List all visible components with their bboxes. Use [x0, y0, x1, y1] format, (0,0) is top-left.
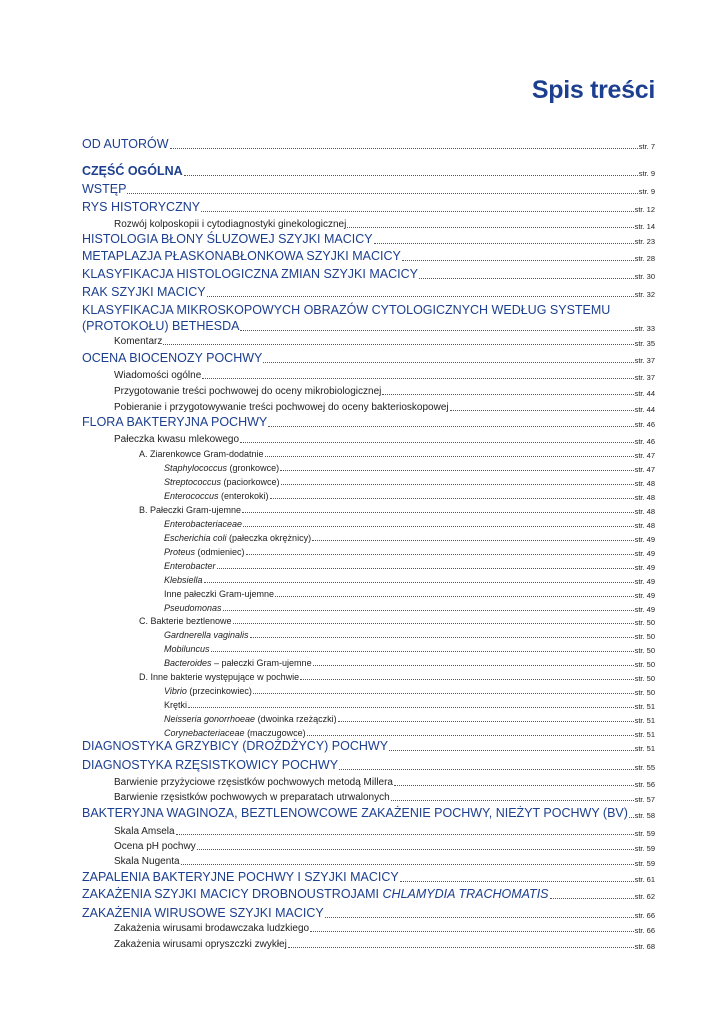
toc-entry[interactable] [82, 138, 655, 151]
toc-page-number: str. 7 [638, 142, 655, 151]
toc-leader-dots [223, 610, 634, 611]
toc-leader-dots [307, 735, 634, 736]
toc-entry[interactable] [164, 715, 655, 724]
toc-page-number: str. 50 [634, 673, 655, 683]
toc-leader-dots [233, 623, 634, 624]
toc-page-number: str. 59 [634, 828, 655, 838]
toc-entry-italic-term: Corynebacteriaceae [164, 728, 245, 738]
toc-page-number: str. 46 [634, 420, 655, 429]
toc-entry-italic-term: Enterococcus [164, 491, 219, 501]
toc-entry-segment: Komentarz [114, 336, 163, 347]
toc-entry-segment: Pobieranie i przygotowywanie treści pochwowej do oceny bakterioskopowej [114, 402, 449, 413]
toc-leader-dots [176, 834, 634, 835]
toc-entry[interactable] [114, 778, 655, 788]
toc-leader-dots [250, 637, 634, 638]
toc-page-number: str. 49 [634, 562, 655, 572]
toc-entry-italic-term: Escherichia coli [164, 533, 227, 543]
toc-entry[interactable] [139, 617, 655, 626]
toc-entry-text [139, 673, 299, 682]
toc-entry-segment: (pałeczka okrężnicy) [226, 533, 312, 543]
toc-entry-text [164, 534, 311, 543]
toc-entry-italic-term: Pseudomonas [164, 603, 222, 613]
toc-entry-text [164, 631, 249, 640]
toc-entry[interactable] [164, 464, 655, 473]
toc-page-number: str. 50 [634, 645, 655, 655]
toc-entry[interactable] [82, 907, 655, 920]
toc-page-number: str. 28 [634, 254, 655, 263]
toc-leader-dots [400, 881, 634, 882]
toc-entry-segment: DIAGNOSTYKA GRZYBICY (DROŻDŻYCY) POCHWY [82, 739, 389, 753]
toc-entry-text [82, 416, 267, 429]
toc-entry-text [82, 201, 200, 214]
toc-leader-dots [253, 693, 634, 694]
toc-entry[interactable] [82, 320, 655, 333]
toc-leader-dots [268, 426, 633, 427]
toc-leader-dots [184, 175, 638, 176]
toc-leader-dots [347, 227, 633, 228]
toc-entry-text [82, 807, 628, 820]
toc-leader-dots [389, 750, 634, 751]
toc-entry[interactable] [82, 888, 655, 901]
toc-leader-dots [313, 665, 634, 666]
toc-entry-segment: Ocena pH pochwy [114, 841, 196, 852]
toc-entry-segment: METAPLAZJA PŁASKONABŁONKOWA SZYJKI MACICY [82, 249, 401, 263]
toc-entry-text [82, 907, 324, 920]
toc-leader-dots [374, 243, 634, 244]
toc-entry-text [139, 450, 264, 459]
toc-entry-text [164, 576, 203, 585]
toc-page-number: str. 49 [634, 576, 655, 586]
toc-entry-italic-term: Mobiluncus [164, 644, 210, 654]
toc-entry-text [114, 924, 309, 934]
toc-page-number: str. 62 [634, 892, 655, 901]
toc-entry-text [114, 857, 180, 867]
toc-entry-text [164, 492, 269, 501]
toc-page-number: str. 9 [638, 169, 655, 178]
toc-page-number: str. 59 [634, 843, 655, 853]
toc-leader-dots [281, 484, 634, 485]
toc-entry-segment: – pałeczki Gram-ujemne [211, 658, 312, 668]
toc-entry-segment: A. Ziarenkowce Gram-dodatnie [139, 449, 264, 459]
toc-leader-dots [188, 707, 634, 708]
toc-page-number: str. 44 [634, 404, 655, 414]
toc-leader-dots [201, 211, 633, 212]
toc-entry[interactable] [164, 492, 655, 501]
toc-leader-dots [339, 769, 634, 770]
toc-leader-dots [391, 800, 634, 801]
toc-entry-segment: WSTĘP [82, 182, 127, 196]
toc-entry[interactable] [82, 268, 655, 281]
toc-leader-dots [629, 817, 634, 818]
toc-page-number: str. 50 [634, 631, 655, 641]
toc-entry[interactable] [114, 387, 655, 397]
toc-entry-text [164, 659, 312, 668]
toc-entry-segment: ZAPALENIA BAKTERYJNE POCHWY I SZYJKI MACICY [82, 870, 399, 884]
toc-entry-text [164, 604, 222, 613]
toc-entry-segment: Inne pałeczki Gram-ujemne [164, 589, 275, 599]
toc-entry[interactable] [164, 729, 655, 738]
toc-entry-text [114, 371, 201, 381]
toc-leader-dots [280, 470, 633, 471]
toc-entry-text [164, 464, 279, 473]
toc-page-number: str. 33 [634, 324, 655, 333]
toc-entry[interactable] [82, 183, 655, 196]
toc-entry[interactable] [164, 562, 655, 571]
toc-entry-segment: OCENA BIOCENOZY POCHWY [82, 351, 263, 365]
toc-entry-text [164, 729, 306, 738]
toc-entry-segment: (przecinkowiec) [186, 686, 252, 696]
toc-leader-dots [310, 931, 633, 932]
toc-leader-dots [240, 330, 633, 331]
toc-entry-segment: RYS HISTORYCZNY [82, 200, 201, 214]
toc-entry-text [114, 827, 175, 837]
toc-entry[interactable] [114, 924, 655, 934]
toc-entry[interactable] [114, 337, 655, 347]
toc-entry-text [114, 220, 346, 230]
toc-entry-segment: Zakażenia wirusami opryszczki zwykłej [114, 939, 287, 950]
toc-entry[interactable] [164, 604, 655, 613]
toc-page-number: str. 51 [634, 729, 655, 739]
toc-entry-text: KLASYFIKACJA MIKROSKOPOWYCH OBRAZÓW CYTOLOGICZNYCH WEDŁUG SYSTEMU [82, 303, 611, 317]
toc-entry[interactable] [82, 740, 655, 753]
toc-entry-text [82, 759, 338, 772]
toc-entry[interactable] [164, 576, 655, 585]
toc-leader-dots [263, 362, 633, 363]
toc-entry-italic-term: Streptococcus [164, 477, 222, 487]
toc-entry-text [82, 740, 388, 753]
toc-leader-dots [243, 526, 634, 527]
toc-page-number: str. 44 [634, 388, 655, 398]
toc-page-number: str. 49 [634, 590, 655, 600]
toc-entry-text [82, 233, 373, 246]
toc-entry-segment: Barwienie przyżyciowe rzęsistków pochwowych metodą Millera [114, 777, 393, 788]
toc-entry[interactable] [114, 940, 655, 950]
toc-entry-italic-term: Gardnerella vaginalis [164, 630, 249, 640]
toc-entry-italic-term: CHLAMYDIA TRACHOMATIS [382, 887, 549, 901]
toc-entry-segment: Skala Nugenta [114, 856, 180, 867]
toc-entry-text [139, 506, 241, 515]
toc-page-number: str. 51 [634, 744, 655, 753]
toc-entry-segment: Skala Amsela [114, 826, 175, 837]
toc-page-number: str. 49 [634, 534, 655, 544]
toc-leader-dots [402, 260, 634, 261]
toc-leader-dots [204, 582, 634, 583]
toc-entry[interactable] [164, 534, 655, 543]
toc-leader-dots [288, 947, 634, 948]
toc-entry[interactable] [139, 506, 655, 515]
toc-entry-segment: RAK SZYJKI MACICY [82, 285, 206, 299]
toc-page-number: str. 48 [634, 506, 655, 516]
toc-leader-dots [202, 378, 633, 379]
toc-page-number: str. 51 [634, 701, 655, 711]
toc-entry[interactable] [164, 631, 655, 640]
toc-entry-segment: Pałeczka kwasu mlekowego [114, 434, 240, 445]
toc-entry-segment: BAKTERYJNA WAGINOZA, BEZTLENOWCOWE ZAKAŻENIE POCHWY, NIEŻYT POCHWY (BV) [82, 806, 628, 820]
toc-entry-text [114, 403, 449, 413]
page-title: Spis treści [531, 76, 655, 104]
toc-leader-dots [300, 679, 633, 680]
toc-entry[interactable] [82, 416, 655, 429]
toc-leader-dots [338, 721, 634, 722]
toc-leader-dots [127, 193, 637, 194]
toc-page-number: str. 68 [634, 941, 655, 951]
toc-page-number: str. 48 [634, 478, 655, 488]
toc-entry-text [164, 548, 245, 557]
toc-page-number: str. 47 [634, 450, 655, 460]
toc-page-number: str. 61 [634, 875, 655, 884]
toc-entry[interactable] [114, 827, 655, 837]
toc-entry[interactable] [114, 793, 655, 803]
toc-leader-dots [325, 917, 634, 918]
toc-entry-segment: D. Inne bakterie występujące w pochwie [139, 672, 300, 682]
toc-entry-text [164, 520, 242, 529]
toc-entry-segment: OD AUTORÓW [82, 137, 169, 151]
toc-page-number: str. 48 [634, 520, 655, 530]
toc-entry-text [164, 562, 216, 571]
toc-entry-text [139, 617, 232, 626]
toc-leader-dots [197, 849, 634, 850]
toc-entry-italic-term: Enterobacter [164, 561, 216, 571]
toc-page-number: str. 9 [638, 187, 655, 196]
toc-page-number: str. 37 [634, 356, 655, 365]
toc-entry-italic-term: Bacteroides [164, 658, 212, 668]
toc-entry-segment: FLORA BAKTERYJNA POCHWY [82, 415, 268, 429]
toc-leader-dots [170, 148, 638, 149]
toc-page-number: str. 50 [634, 687, 655, 697]
toc-page-number: str. 46 [634, 436, 655, 446]
toc-entry[interactable] [114, 220, 655, 230]
toc-entry-italic-term: Klebsiella [164, 575, 203, 585]
toc-entry-segment: (odmieniec) [195, 547, 245, 557]
table-of-contents [82, 0, 655, 1024]
toc-entry[interactable] [82, 807, 655, 820]
toc-entry[interactable] [164, 478, 655, 487]
toc-entry-text [82, 888, 549, 901]
toc-leader-dots [550, 898, 634, 899]
toc-entry-segment: Wiadomości ogólne [114, 370, 202, 381]
toc-page-number: str. 14 [634, 221, 655, 231]
toc-entry[interactable] [82, 286, 655, 299]
toc-entry-segment: (enterokoki) [218, 491, 269, 501]
toc-leader-dots [240, 442, 634, 443]
toc-entry-text [114, 940, 287, 950]
toc-leader-dots [242, 512, 634, 513]
toc-entry[interactable] [164, 645, 655, 654]
toc-entry-segment: Krętki [164, 700, 188, 710]
toc-entry-italic-term: Staphylococcus [164, 463, 228, 473]
toc-entry[interactable] [82, 871, 655, 884]
toc-entry-segment: ZAKAŻENIA SZYJKI MACICY DROBNOUSTROJAMI [82, 887, 383, 901]
toc-entry-segment: (dwoinka rzeżączki) [255, 714, 337, 724]
toc-entry-text [164, 645, 210, 654]
toc-entry[interactable] [164, 520, 655, 529]
toc-page-number: str. 50 [634, 659, 655, 669]
toc-leader-dots [275, 596, 634, 597]
toc-page-number: str. 49 [634, 604, 655, 614]
toc-entry-text [114, 337, 162, 347]
toc-page-number: str. 66 [634, 911, 655, 920]
toc-entry[interactable] [164, 659, 655, 668]
toc-page-number: str. 32 [634, 290, 655, 299]
toc-leader-dots [265, 456, 634, 457]
toc-entry-italic-term: Neisseria gonorrhoeae [164, 714, 256, 724]
toc-page-number: str. 66 [634, 925, 655, 935]
toc-leader-dots [217, 568, 634, 569]
toc-entry-text [82, 352, 262, 365]
toc-entry-text [82, 320, 239, 333]
toc-entry-segment: (maczugowce) [244, 728, 306, 738]
toc-entry-segment: Przygotowanie treści pochwowej do oceny mikrobiologicznej [114, 386, 382, 397]
toc-entry-text [82, 871, 399, 884]
toc-entry-segment: Rozwój kolposkopii i cytodiagnostyki ginekologicznej [114, 219, 347, 230]
toc-entry-segment: ZAKAŻENIA WIRUSOWE SZYJKI MACICY [82, 906, 324, 920]
toc-heading-line [82, 304, 610, 317]
toc-leader-dots [394, 785, 634, 786]
toc-entry-text [164, 478, 280, 487]
toc-leader-dots [270, 498, 634, 499]
toc-entry-text [114, 842, 196, 852]
toc-page-number: str. 23 [634, 237, 655, 246]
toc-entry[interactable] [114, 371, 655, 381]
toc-entry-text [114, 387, 381, 397]
toc-page-number: str. 47 [634, 464, 655, 474]
toc-entry-italic-term: Proteus [164, 547, 196, 557]
toc-page-number: str. 51 [634, 715, 655, 725]
toc-entry[interactable] [164, 590, 655, 599]
toc-entry-segment: HISTOLOGIA BŁONY ŚLUZOWEJ SZYJKI MACICY [82, 232, 373, 246]
toc-entry[interactable] [164, 548, 655, 557]
toc-entry-segment: (gronkowce) [227, 463, 280, 473]
toc-leader-dots [419, 278, 634, 279]
toc-entry-text [114, 435, 239, 445]
toc-entry[interactable] [164, 687, 655, 696]
toc-page-number: str. 56 [634, 779, 655, 789]
toc-leader-dots [207, 296, 634, 297]
toc-entry-segment: DIAGNOSTYKA RZĘSISTKOWICY POCHWY [82, 758, 339, 772]
toc-entry-segment: (PROTOKOŁU) BETHESDA [82, 319, 240, 333]
toc-page-number: str. 30 [634, 272, 655, 281]
toc-page-number: str. 12 [634, 205, 655, 214]
toc-leader-dots [382, 394, 633, 395]
toc-page-number: str. 37 [634, 372, 655, 382]
toc-entry-text [114, 778, 393, 788]
toc-entry-text [164, 715, 337, 724]
toc-entry[interactable] [82, 759, 655, 772]
toc-entry[interactable] [82, 250, 655, 263]
toc-entry-text [82, 183, 126, 196]
toc-entry[interactable] [139, 450, 655, 459]
toc-entry-segment: (paciorkowce) [221, 477, 280, 487]
toc-page-number: str. 50 [634, 617, 655, 627]
toc-entry-segment: KLASYFIKACJA HISTOLOGICZNA ZMIAN SZYJKI MACICY [82, 267, 418, 281]
toc-entry-italic-term: Vibrio [164, 686, 187, 696]
toc-leader-dots [450, 410, 634, 411]
toc-entry[interactable] [114, 435, 655, 445]
toc-entry[interactable] [82, 201, 655, 214]
toc-entry-text [164, 687, 252, 696]
toc-leader-dots [246, 554, 634, 555]
toc-page-number: str. 35 [634, 338, 655, 348]
toc-entry[interactable] [114, 403, 655, 413]
toc-entry[interactable] [114, 857, 655, 867]
toc-entry-text [82, 286, 206, 299]
toc-entry-text [82, 138, 169, 151]
toc-entry-text [82, 165, 183, 178]
toc-entry-segment: B. Pałeczki Gram-ujemne [139, 505, 242, 515]
toc-entry[interactable] [139, 673, 655, 682]
toc-entry[interactable] [82, 352, 655, 365]
toc-entry-segment: Zakażenia wirusami brodawczaka ludzkiego [114, 923, 310, 934]
toc-entry-text [114, 793, 390, 803]
toc-entry-segment: Barwienie rzęsistków pochwowych w preparatach utrwalonych [114, 792, 390, 803]
toc-page-number: str. 57 [634, 794, 655, 804]
toc-leader-dots [312, 540, 634, 541]
toc-page-number: str. 48 [634, 492, 655, 502]
toc-page-number: str. 59 [634, 858, 655, 868]
toc-entry[interactable] [114, 842, 655, 852]
toc-leader-dots [211, 651, 634, 652]
toc-entry-text [164, 590, 274, 599]
toc-entry[interactable] [164, 701, 655, 710]
toc-entry-text [82, 250, 401, 263]
toc-entry-text [82, 268, 418, 281]
toc-entry[interactable] [82, 233, 655, 246]
toc-entry-text [164, 701, 187, 710]
toc-entry-segment: C. Bakterie beztlenowe [139, 616, 232, 626]
toc-entry[interactable] [82, 165, 655, 178]
toc-page-number: str. 55 [634, 763, 655, 772]
toc-page-number: str. 49 [634, 548, 655, 558]
toc-entry-italic-term: Enterobacteriaceae [164, 519, 243, 529]
toc-entry-segment: CZĘŚĆ OGÓLNA [82, 164, 183, 178]
toc-leader-dots [163, 344, 633, 345]
toc-leader-dots [181, 864, 634, 865]
toc-page-number: str. 58 [634, 811, 655, 820]
